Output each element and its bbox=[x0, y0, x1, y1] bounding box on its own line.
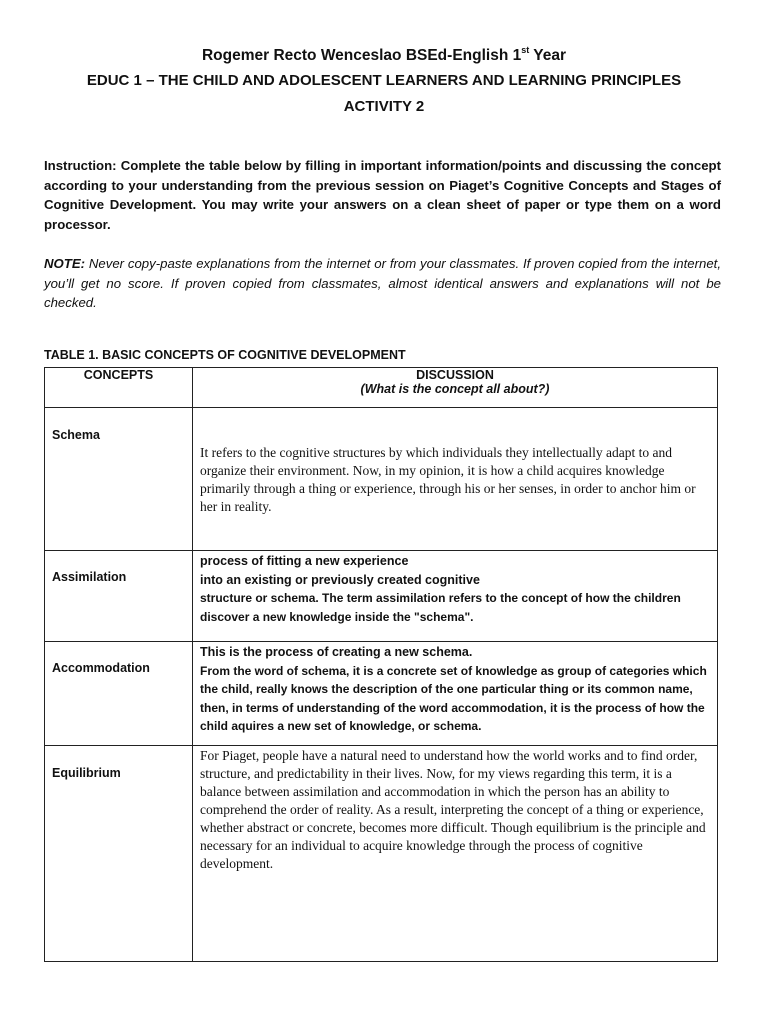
concept-cell: Accommodation bbox=[45, 642, 193, 746]
student-name-heading: Rogemer Recto Wenceslao BSEd-English 1st Year bbox=[201, 45, 567, 64]
concept-cell: Schema bbox=[45, 408, 193, 551]
note-paragraph bbox=[44, 254, 721, 313]
concepts-table bbox=[44, 367, 718, 962]
discussion-cell: process of fitting a new experience into an existing or previously created cognitive structure or schema. The term assimilation refers to the concept of how the children discover a new knowledge inside the "schema". bbox=[193, 551, 718, 642]
course-title: EDUC 1 – THE CHILD AND ADOLESCENT LEARNERS AND LEARNING PRINCIPLES bbox=[86, 72, 682, 89]
table-header-row bbox=[45, 368, 718, 408]
instruction-paragraph: Instruction: Complete the table below by filling in important information/points and discussing the concept according to your understanding from the previous session on Piaget’s Cognitive Concepts and Stages of Cognitive Development. You may write your answers on a clean sheet of paper or type them on a word processor. bbox=[44, 158, 721, 232]
table-row bbox=[45, 746, 718, 962]
table-row bbox=[45, 408, 718, 551]
discussion-column-header: DISCUSSION (What is the concept all about?) bbox=[193, 368, 718, 408]
note-text: Never copy-paste explanations from the internet or from your classmates. If proven copied from the internet, you’ll get no score. If proven copied from classmates, almost identical answers and explanations will not be checked. bbox=[44, 256, 721, 310]
table-row bbox=[45, 551, 718, 642]
concepts-column-header: CONCEPTS bbox=[45, 368, 193, 408]
concept-cell: Equilibrium bbox=[45, 746, 193, 962]
discussion-cell: For Piaget, people have a natural need to understand how the world works and to find order, structure, and predictability in their lives. Now, for my views regarding this term, it is a balance between assimilation and accommodation in which the person has an ability to comprehend the order of reality. As a result, interpreting the concept of a thing or experience, whether abstract or concrete, becomes more difficult. Though equilibrium is the principle and necessary for an individual to acquire knowledge through the process of cognitive development. bbox=[193, 746, 718, 962]
concept-cell: Assimilation bbox=[45, 551, 193, 642]
activity-title: ACTIVITY 2 bbox=[343, 98, 425, 115]
table-caption: TABLE 1. BASIC CONCEPTS OF COGNITIVE DEVELOPMENT bbox=[44, 348, 406, 362]
discussion-cell: This is the process of creating a new schema. From the word of schema, it is a concrete set of knowledge as group of categories which the child, really knows the description of the one particular thing or its common name, then, in terms of understanding of the word accommodation, it is the process of how the child aquires a new set of knowledge, or schema. bbox=[193, 642, 718, 746]
note-label: NOTE: bbox=[44, 256, 86, 271]
discussion-cell: It refers to the cognitive structures by which individuals they intellectually adapt to and organize their environment. Now, in my opinion, it is how a child acquires knowledge primarily through a thing or experience, through his or her senses, in order to anchor him or her in reality. bbox=[193, 408, 718, 551]
table-row bbox=[45, 642, 718, 746]
